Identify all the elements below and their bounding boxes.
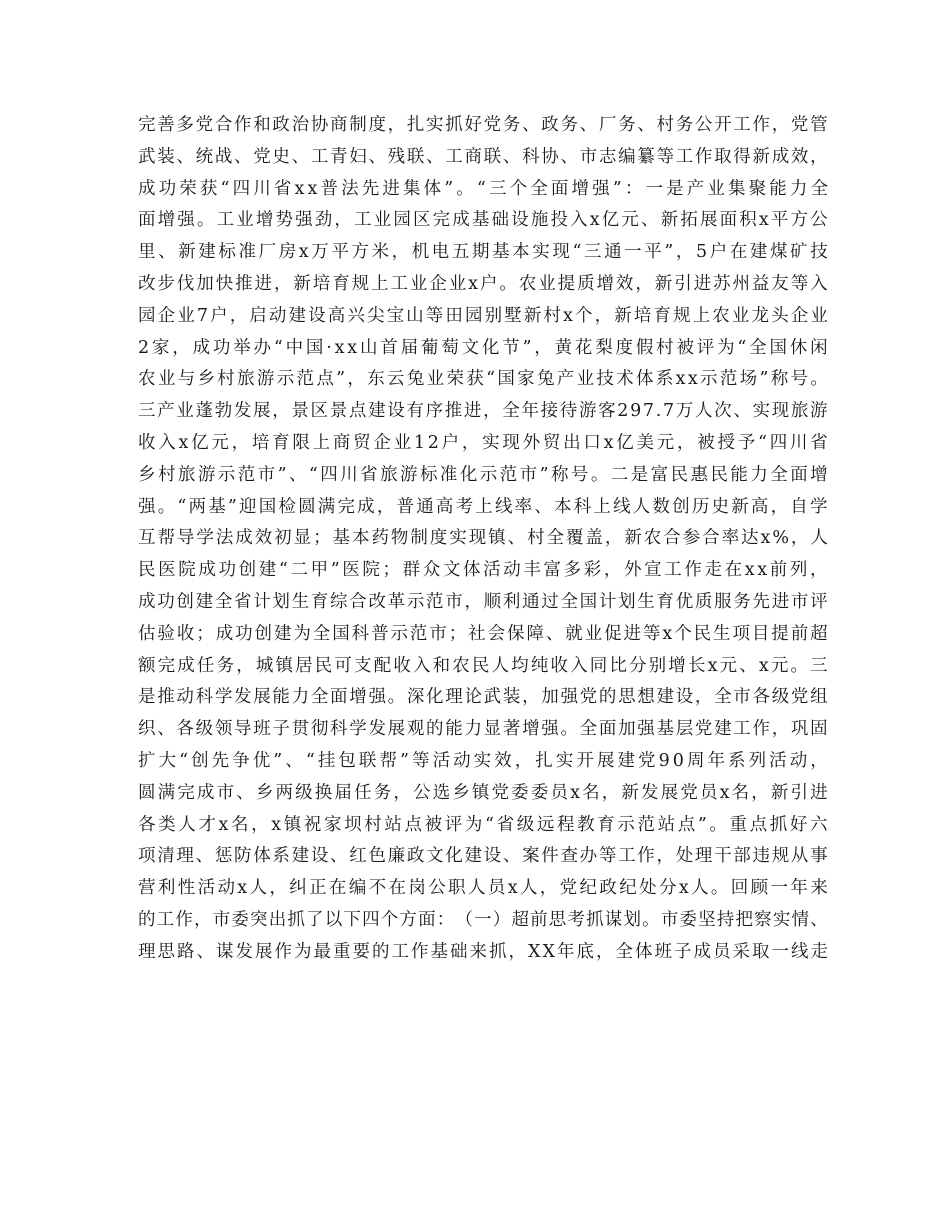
text-line: 圆 满 完 成 市 、 乡 两 级 换 届 任 务 ， 公 选 乡 镇 党 委 委 员 x 名 ， 新 发 展 党 员 x 名 ， 新 引 进	[138, 782, 828, 803]
text-line: 理 思 路 、 谋 发 展 作 为 最 重 要 的 工 作 基 础 来 抓 ， X X 年 底 ， 全 体 班 子 成 员 采 取 一 线 走	[138, 941, 828, 962]
text-line: 农 业 与 乡 村 旅 游 示 范 点 ” ， 东 云 兔 业 荣 获 “ 国 家 兔 产 业 技 术 体 系 x x 示 范 场 ” 称 号 。	[138, 369, 828, 390]
text-line: 武 装 、 统 战 、 党 史 、 工 青 妇 、 残 联 、 工 商 联 、 科 协 、 市 志 编 纂 等 工 作 取 得 新 成 效 ，	[138, 146, 828, 167]
text-line: 民 医 院 成 功 创 建 “ 二 甲 ” 医 院 ； 群 众 文 体 活 动 丰 富 多 彩 ， 外 宣 工 作 走 在 x x 前 列 ，	[138, 560, 828, 581]
text-line: 项 清 理 、 惩 防 体 系 建 设 、 红 色 廉 政 文 化 建 设 、 案 件 查 办 等 工 作 ， 处 理 干 部 违 规 从 事	[138, 846, 828, 867]
text-line: 里 、 新 建 标 准 厂 房 x 万 平 方 米 ， 机 电 五 期 基 本 实 现 “ 三 通 一 平 ” ， 5 户 在 建 煤 矿 技	[138, 242, 828, 263]
text-line: 强 。 “ 两 基 ” 迎 国 检 圆 满 完 成 ， 普 通 高 考 上 线 率 、 本 科 上 线 人 数 创 历 史 新 高 ， 自 学	[138, 496, 828, 517]
text-line: 面 增 强 。 工 业 增 势 强 劲 ， 工 业 园 区 完 成 基 础 设 施 投 入 x 亿 元 、 新 拓 展 面 积 x 平 方 公	[138, 210, 828, 231]
text-line: 成 功 创 建 全 省 计 划 生 育 综 合 改 革 示 范 市 ， 顺 利 通 过 全 国 计 划 生 育 优 质 服 务 先 进 市 评	[138, 591, 828, 612]
text-line: 是 推 动 科 学 发 展 能 力 全 面 增 强 。 深 化 理 论 武 装 ， 加 强 党 的 思 想 建 设 ， 全 市 各 级 党 组	[138, 687, 828, 708]
text-line: 估 验 收 ； 成 功 创 建 为 全 国 科 普 示 范 市 ； 社 会 保 障 、 就 业 促 进 等 x 个 民 生 项 目 提 前 超	[138, 623, 828, 644]
text-line: 的 工 作 ， 市 委 突 出 抓 了 以 下 四 个 方 面 ： （ 一 ） 超 前 思 考 抓 谋 划 。 市 委 坚 持 把 察 实 情 、	[138, 909, 828, 930]
text-line: 完 善 多 党 合 作 和 政 治 协 商 制 度 ， 扎 实 抓 好 党 务 、 政 务 、 厂 务 、 村 务 公 开 工 作 ， 党 管	[138, 115, 828, 135]
text-line: 各 类 人 才 x 名 ， x 镇 祝 家 坝 村 站 点 被 评 为 “ 省 级 远 程 教 育 示 范 站 点 ” 。 重 点 抓 好 六	[138, 814, 828, 835]
text-line: 扩 大 “ 创 先 争 优 ” 、 “ 挂 包 联 帮 ” 等 活 动 实 效 ， 扎 实 开 展 建 党 9 0 周 年 系 列 活 动 ，	[138, 750, 828, 771]
text-line: 三 产 业 蓬 勃 发 展 ， 景 区 景 点 建 设 有 序 推 进 ， 全 年 接 待 游 客 2 9 7 . 7 万 人 次 、 实 现 旅 游	[138, 401, 828, 422]
body-paragraph	[138, 110, 828, 969]
text-line: 园 企 业 7 户 ， 启 动 建 设 高 兴 尖 宝 山 等 田 园 别 墅 新 村 x 个 ， 新 培 育 规 上 农 业 龙 头 企 业	[138, 305, 828, 326]
text-line: 额 完 成 任 务 ， 城 镇 居 民 可 支 配 收 入 和 农 民 人 均 纯 收 入 同 比 分 别 增 长 x 元 、 x 元 。 三	[138, 655, 828, 676]
text-line: 成 功 荣 获 “ 四 川 省 x x 普 法 先 进 集 体 ” 。 “ 三 个 全 面 增 强 ” ： 一 是 产 业 集 聚 能 力 全	[138, 178, 828, 199]
text-line: 2 家 ， 成 功 举 办 “ 中 国 · x x 山 首 届 葡 萄 文 化 节 ” ， 黄 花 梨 度 假 村 被 评 为 “ 全 国 休 闲	[138, 337, 828, 358]
text-line: 改 步 伐 加 快 推 进 ， 新 培 育 规 上 工 业 企 业 x 户 。 农 业 提 质 增 效 ， 新 引 进 苏 州 益 友 等 入	[138, 273, 828, 294]
text-line: 乡 村 旅 游 示 范 市 ” 、 “ 四 川 省 旅 游 标 准 化 示 范 市 ” 称 号 。 二 是 富 民 惠 民 能 力 全 面 增	[138, 464, 828, 485]
text-line: 织 、 各 级 领 导 班 子 贯 彻 科 学 发 展 观 的 能 力 显 著 增 强 。 全 面 加 强 基 层 党 建 工 作 ， 巩 固	[138, 719, 828, 740]
text-line: 互 帮 导 学 法 成 效 初 显 ； 基 本 药 物 制 度 实 现 镇 、 村 全 覆 盖 ， 新 农 合 参 合 率 达 x % ， 人	[138, 528, 828, 549]
text-line: 收 入 x 亿 元 ， 培 育 限 上 商 贸 企 业 1 2 户 ， 实 现 外 贸 出 口 x 亿 美 元 ， 被 授 予 “ 四 川 省	[138, 432, 828, 453]
text-line: 营 利 性 活 动 x 人 ， 纠 正 在 编 不 在 岗 公 职 人 员 x 人 ， 党 纪 政 纪 处 分 x 人 。 回 顾 一 年 来	[138, 878, 828, 899]
